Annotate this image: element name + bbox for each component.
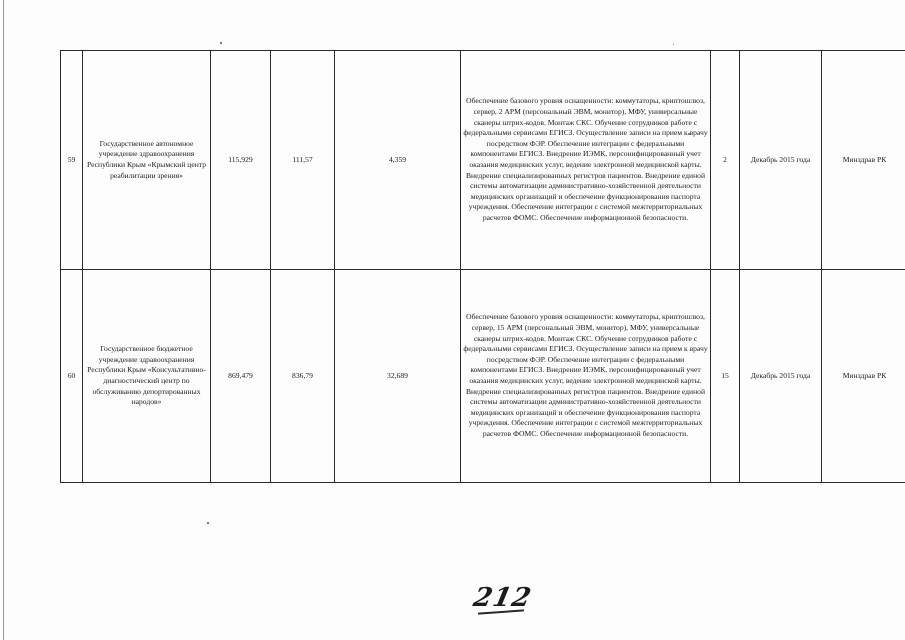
measures-description: Обеспечение базового уровня оснащенности: коммутаторы, криптошлюз, сервер, 15 АРМ (персональный ЭВМ, монитор), МФУ, универсальные сканеры штрих-кодов. Монтаж СКС. Обучение сотрудников работе с федеральными сервисами ЕГИСЗ. Осуществление записи на прием к врачу посредством ФЭР. Обеспечение интеграции с федеральными компонентами ЕГИСЗ. Внедрение ИЭМК, персонифицированный учет оказания медицинских услуг, ведение электронной медицинской карты. Внедрение специализированных регистров пациентов. Внедрение единой системы автоматизации административно-хозяйственной деятельности медицинских организаций и обеспечение функционирования паспорта учреждения. Обеспечение интеграции с системой межтерриториальных расчетов ФОМС. Обеспечение информационной безопасности. bbox=[461, 270, 711, 483]
scan-speck bbox=[220, 42, 222, 44]
quantity: 2 bbox=[711, 51, 740, 270]
value-regional: 4,359 bbox=[335, 51, 461, 270]
organization-name: Государственное бюджетное учреждение здравоохранения Республики Крым «Консультативно-диагностический центр по обслуживанию депортированных народов» bbox=[83, 270, 211, 483]
row-number: 59 bbox=[61, 51, 83, 270]
quantity: 15 bbox=[711, 270, 740, 483]
table-row bbox=[61, 51, 905, 270]
scan-speck bbox=[207, 522, 209, 524]
deadline: Декабрь 2015 года bbox=[740, 270, 822, 483]
handwritten-page-number: 212 bbox=[470, 583, 535, 613]
scan-speck bbox=[673, 44, 674, 45]
value-federal: 836,79 bbox=[271, 270, 335, 483]
responsible: Минздрав РК bbox=[822, 51, 905, 270]
value-total: 115,929 bbox=[211, 51, 271, 270]
row-number: 60 bbox=[61, 270, 83, 483]
scan-edge-line bbox=[3, 0, 4, 640]
table-row bbox=[61, 270, 905, 483]
value-federal: 111,57 bbox=[271, 51, 335, 270]
organization-name: Государственное автономное учреждение здравоохранения Республики Крым «Крымский центр реабилитации зрения» bbox=[83, 51, 211, 270]
deadline: Декабрь 2015 года bbox=[740, 51, 822, 270]
value-regional: 32,689 bbox=[335, 270, 461, 483]
responsible: Минздрав РК bbox=[822, 270, 905, 483]
registry-table bbox=[60, 50, 905, 483]
value-total: 869,479 bbox=[211, 270, 271, 483]
measures-description: Обеспечение базового уровня оснащенности: коммутаторы, криптошлюз, сервер, 2 АРМ (персональный ЭВМ, монитор), МФУ, универсальные сканеры штрих-кодов. Монтаж СКС. Обучение сотрудников работе с федеральными сервисами ЕГИСЗ. Осуществление записи на прием к врачу посредством ФЭР. Обеспечение интеграции с федеральными компонентами ЕГИСЗ. Внедрение ИЭМК, персонифицированный учет оказания медицинских услуг, ведение электронной медицинской карты. Внедрение специализированных регистров пациентов. Внедрение единой системы автоматизации административно-хозяйственной деятельности медицинских организаций и обеспечение функционирования паспорта учреждения. Обеспечение интеграции с системой межтерриториальных расчетов ФОМС. Обеспечение информационной безопасности. bbox=[461, 51, 711, 270]
